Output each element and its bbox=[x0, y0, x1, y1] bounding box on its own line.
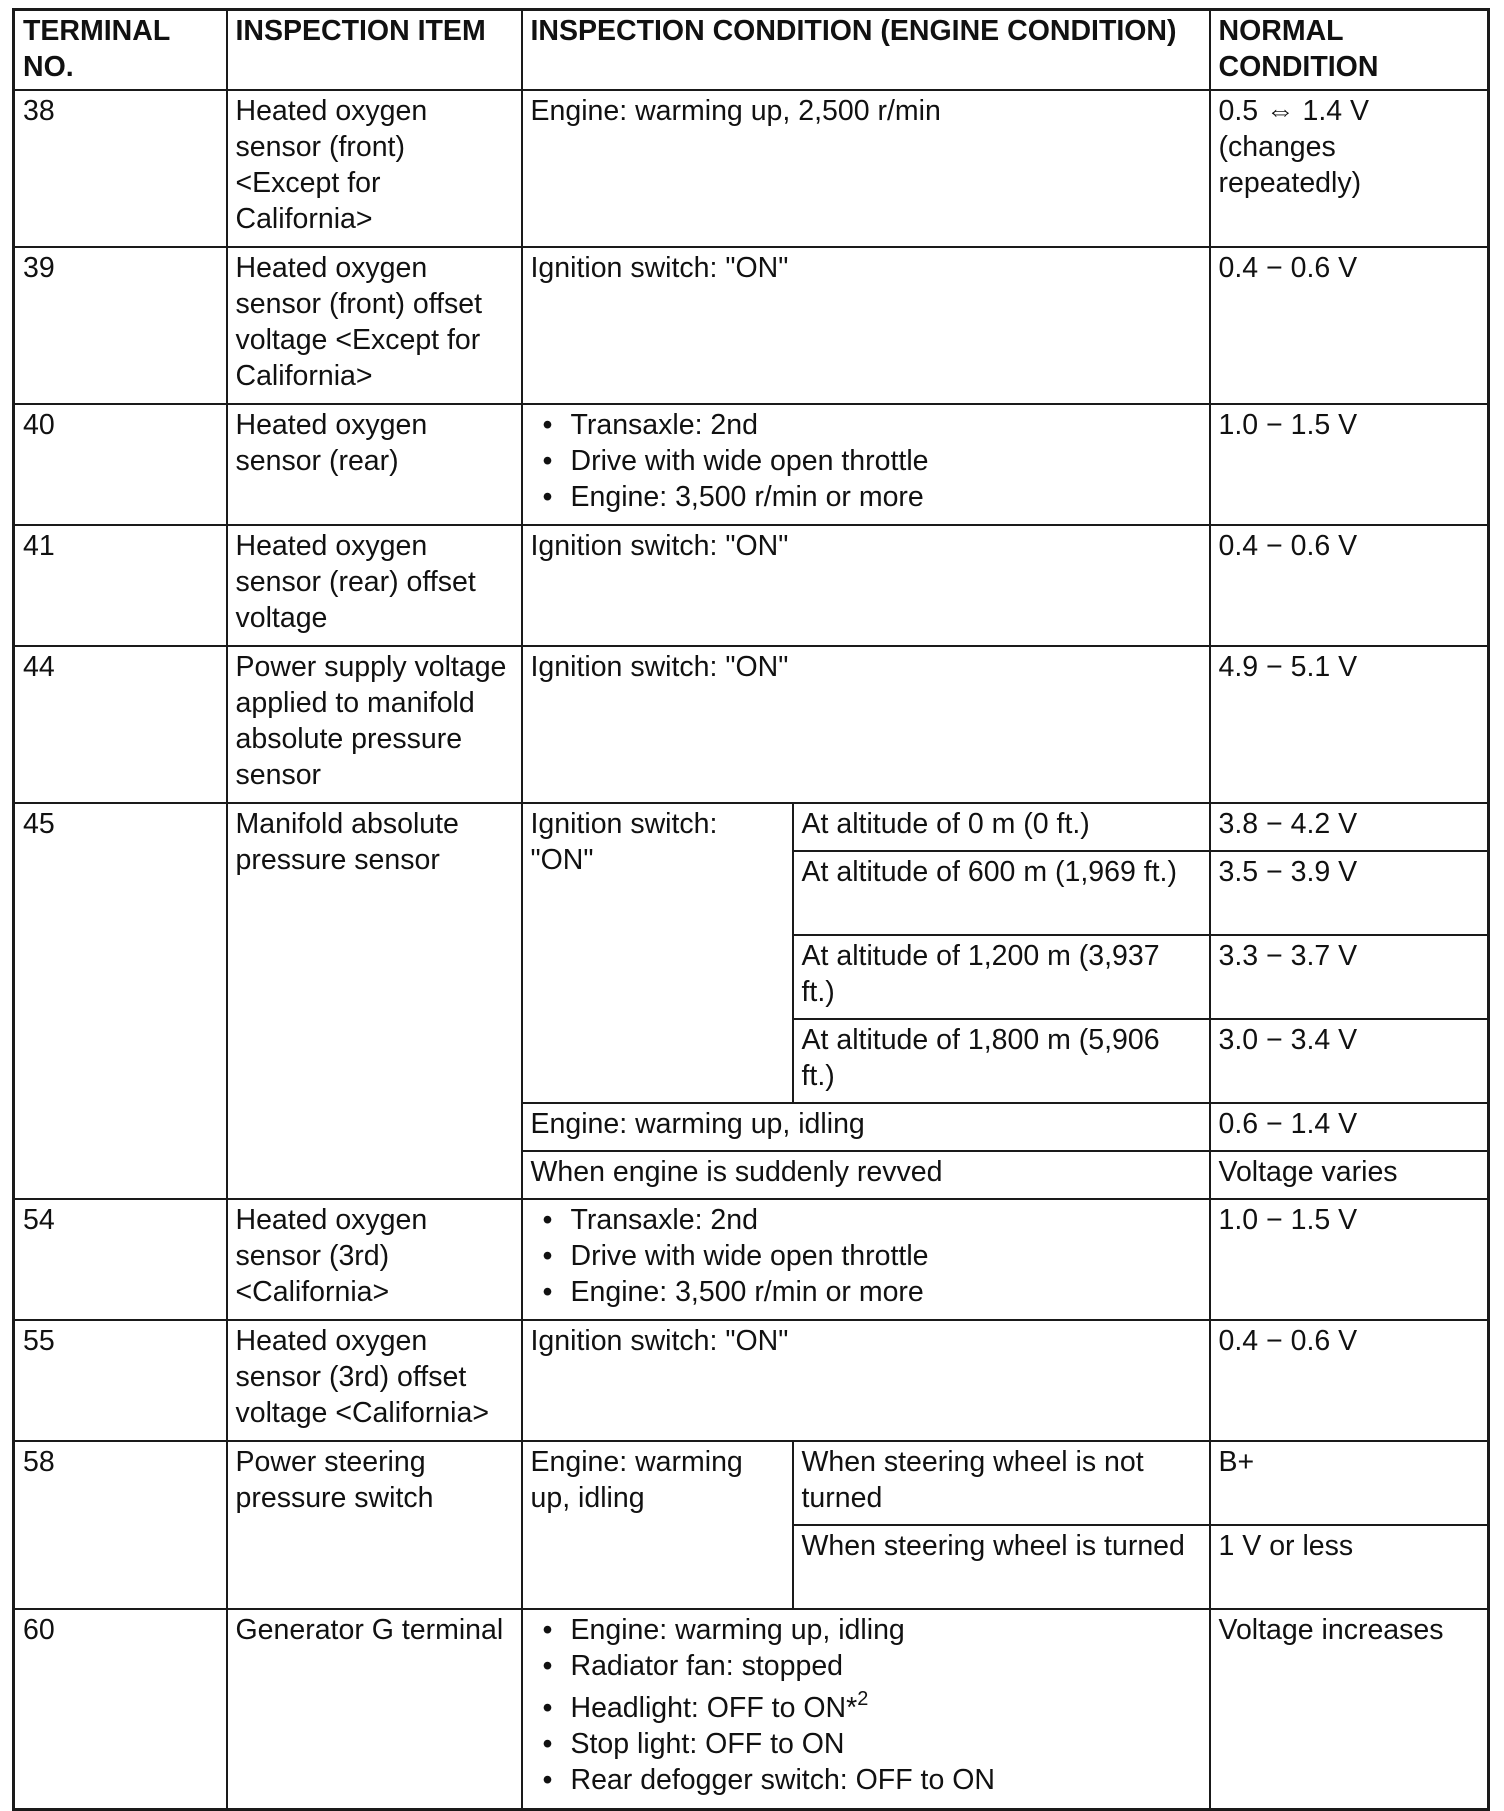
condition-bullet: • Stop light: OFF to ON bbox=[531, 1726, 1201, 1762]
footnote-mark: 2 bbox=[857, 1688, 869, 1711]
normal-cell: Voltage increases bbox=[1210, 1609, 1489, 1809]
item-cell: Manifold absolute pressure sensor bbox=[227, 803, 522, 1199]
table-row bbox=[14, 404, 1489, 525]
terminal-cell: 55 bbox=[14, 1320, 227, 1441]
ignition-switch-cell: Ignition switch: "ON" bbox=[522, 803, 793, 1103]
table-row bbox=[14, 90, 1489, 247]
condition-bullet-list bbox=[531, 1202, 1201, 1310]
normal-cell: 0.4 − 0.6 V bbox=[1210, 1320, 1489, 1441]
terminal-cell: 45 bbox=[14, 803, 227, 1199]
condition-bullet: • Drive with wide open throttle bbox=[531, 443, 1201, 479]
terminal-cell: 41 bbox=[14, 525, 227, 646]
table-row bbox=[14, 1441, 1489, 1525]
table-row bbox=[14, 646, 1489, 803]
condition-cell: Ignition switch: "ON" bbox=[522, 247, 1210, 404]
header-terminal: TERMINAL NO. bbox=[14, 10, 227, 91]
steering-condition-cell: When steering wheel is turned bbox=[793, 1525, 1210, 1609]
header-normal-condition: NORMAL CONDITION bbox=[1210, 10, 1489, 91]
inspection-table bbox=[12, 8, 1490, 1811]
normal-cell: 3.5 − 3.9 V bbox=[1210, 851, 1489, 935]
condition-bullet-list bbox=[531, 1612, 1201, 1798]
condition-cell: Engine: warming up, idling bbox=[522, 1103, 1210, 1151]
condition-bullet: • Engine: 3,500 r/min or more bbox=[531, 1274, 1201, 1310]
condition-cell: When engine is suddenly revved bbox=[522, 1151, 1210, 1199]
terminal-cell: 44 bbox=[14, 646, 227, 803]
normal-cell: Voltage varies bbox=[1210, 1151, 1489, 1199]
condition-bullet-list bbox=[531, 407, 1201, 515]
normal-cell: 3.8 − 4.2 V bbox=[1210, 803, 1489, 851]
normal-cell: 1.0 − 1.5 V bbox=[1210, 1199, 1489, 1320]
normal-cell: 3.3 − 3.7 V bbox=[1210, 935, 1489, 1019]
header-row bbox=[14, 10, 1489, 91]
terminal-cell: 39 bbox=[14, 247, 227, 404]
table-row bbox=[14, 525, 1489, 646]
item-cell: Heated oxygen sensor (rear) offset voltage bbox=[227, 525, 522, 646]
condition-bullet: • Transaxle: 2nd bbox=[531, 407, 1201, 443]
terminal-cell: 40 bbox=[14, 404, 227, 525]
altitude-condition-cell: At altitude of 1,200 m (3,937 ft.) bbox=[793, 935, 1210, 1019]
altitude-condition-cell: At altitude of 0 m (0 ft.) bbox=[793, 803, 1210, 851]
item-cell: Power steering pressure switch bbox=[227, 1441, 522, 1609]
condition-bullet-text: Headlight: OFF to ON* bbox=[570, 1692, 858, 1724]
terminal-cell: 54 bbox=[14, 1199, 227, 1320]
altitude-condition-cell: At altitude of 600 m (1,969 ft.) bbox=[793, 851, 1210, 935]
condition-cell: Engine: warming up, 2,500 r/min bbox=[522, 90, 1210, 247]
item-cell: Heated oxygen sensor (rear) bbox=[227, 404, 522, 525]
condition-cell bbox=[522, 1609, 1210, 1809]
terminal-cell: 60 bbox=[14, 1609, 227, 1809]
condition-bullet: • Engine: warming up, idling bbox=[531, 1612, 1201, 1648]
condition-bullet: • Rear defogger switch: OFF to ON bbox=[531, 1762, 1201, 1798]
table-row bbox=[14, 1609, 1489, 1809]
item-cell: Heated oxygen sensor (front) offset voltage <Except for California> bbox=[227, 247, 522, 404]
normal-cell: B+ bbox=[1210, 1441, 1489, 1525]
condition-bullet: • Drive with wide open throttle bbox=[531, 1238, 1201, 1274]
item-cell: Heated oxygen sensor (front) <Except for California> bbox=[227, 90, 522, 247]
normal-cell: 0.4 − 0.6 V bbox=[1210, 247, 1489, 404]
condition-cell: Ignition switch: "ON" bbox=[522, 1320, 1210, 1441]
condition-cell: Ignition switch: "ON" bbox=[522, 646, 1210, 803]
condition-bullet: • Radiator fan: stopped bbox=[531, 1648, 1201, 1684]
terminal-cell: 58 bbox=[14, 1441, 227, 1609]
condition-bullet bbox=[531, 1684, 1201, 1726]
steering-condition-cell: When steering wheel is not turned bbox=[793, 1441, 1210, 1525]
table-row bbox=[14, 1199, 1489, 1320]
header-inspection-item: INSPECTION ITEM bbox=[227, 10, 522, 91]
header-inspection-condition: INSPECTION CONDITION (ENGINE CONDITION) bbox=[522, 10, 1210, 91]
condition-bullet: • Transaxle: 2nd bbox=[531, 1202, 1201, 1238]
terminal-cell: 38 bbox=[14, 90, 227, 247]
normal-cell: 1 V or less bbox=[1210, 1525, 1489, 1609]
inspection-sheet bbox=[12, 8, 1490, 1811]
condition-cell: Ignition switch: "ON" bbox=[522, 525, 1210, 646]
table-row bbox=[14, 1320, 1489, 1441]
item-cell: Power supply voltage applied to manifold absolute pressure sensor bbox=[227, 646, 522, 803]
item-cell: Generator G terminal bbox=[227, 1609, 522, 1809]
normal-cell: 0.4 − 0.6 V bbox=[1210, 525, 1489, 646]
condition-cell bbox=[522, 1199, 1210, 1320]
engine-condition-cell: Engine: warming up, idling bbox=[522, 1441, 793, 1609]
normal-cell: 0.6 − 1.4 V bbox=[1210, 1103, 1489, 1151]
table-row bbox=[14, 247, 1489, 404]
condition-bullet: • Engine: 3,500 r/min or more bbox=[531, 479, 1201, 515]
altitude-condition-cell: At altitude of 1,800 m (5,906 ft.) bbox=[793, 1019, 1210, 1103]
normal-cell: 0.5 ⇔ 1.4 V (changes repeatedly) bbox=[1210, 90, 1489, 247]
item-cell: Heated oxygen sensor (3rd) offset voltage <California> bbox=[227, 1320, 522, 1441]
normal-cell: 4.9 − 5.1 V bbox=[1210, 646, 1489, 803]
item-cell: Heated oxygen sensor (3rd) <California> bbox=[227, 1199, 522, 1320]
condition-cell bbox=[522, 404, 1210, 525]
normal-cell: 3.0 − 3.4 V bbox=[1210, 1019, 1489, 1103]
table-row bbox=[14, 803, 1489, 851]
normal-cell: 1.0 − 1.5 V bbox=[1210, 404, 1489, 525]
